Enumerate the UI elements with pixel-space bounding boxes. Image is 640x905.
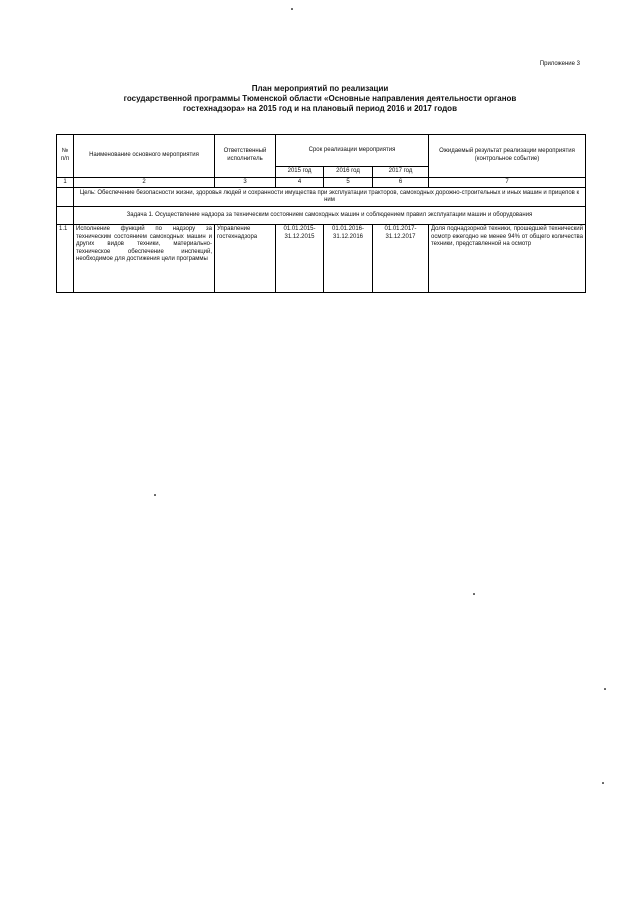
row-responsible: Управление гостехнадзора — [215, 225, 276, 293]
header-period: Срок реализации мероприятия — [276, 135, 429, 167]
col-number: 3 — [215, 177, 276, 188]
goal-row: Цель: Обеспечение безопасности жизни, здоровья людей и сохранности имущества при эксплуатации тракторов, самоходных дорожно-строительных и иных машин и прицепов к ним — [74, 188, 586, 207]
row-name: Исполнение функций по надзору за техническим состоянием самоходных машин и других видов техники, материально-техническое обеспечение инспекций, необходимое для достижения цели программы — [74, 225, 215, 293]
header-2015: 2015 год — [276, 167, 324, 178]
row-result: Доля поднадзорной техники, прошедшей технический осмотр ежегодно не менее 94% от общего количества техники, представленной на осмотр — [429, 225, 586, 293]
header-result: Ожидаемый результат реализации мероприятия (контрольное событие) — [429, 135, 586, 178]
header-2017: 2017 год — [373, 167, 429, 178]
header-name: Наименование основного мероприятия — [74, 135, 215, 178]
col-number: 4 — [276, 177, 324, 188]
row-period-2015: 01.01.2015-31.12.2015 — [276, 225, 324, 293]
col-number: 2 — [74, 177, 215, 188]
task-row: Задача 1. Осуществление надзора за техническим состоянием самоходных машин и соблюдением правил эксплуатации машин и оборудования — [74, 207, 586, 225]
appendix-label: Приложение 3 — [539, 61, 580, 67]
row-period-2017: 01.01.2017-31.12.2017 — [373, 225, 429, 293]
title-line-2: государственной программы Тюменской области «Основные направления деятельности органов — [123, 94, 517, 103]
table-row — [57, 225, 586, 293]
document-title — [60, 84, 580, 114]
scan-speck — [602, 782, 604, 784]
col-number: 6 — [373, 177, 429, 188]
scan-speck — [154, 494, 156, 496]
scan-speck — [604, 688, 606, 690]
plan-table — [56, 134, 586, 293]
row-num: 1.1 — [57, 225, 74, 293]
header-responsible: Ответственный исполнитель — [215, 135, 276, 178]
col-number: 7 — [429, 177, 586, 188]
row-period-2016: 01.01.2016-31.12.2016 — [324, 225, 373, 293]
task-spacer — [57, 207, 74, 225]
col-number: 1 — [57, 177, 74, 188]
title-line-1: План мероприятий по реализации — [251, 84, 389, 93]
col-number: 5 — [324, 177, 373, 188]
header-2016: 2016 год — [324, 167, 373, 178]
title-line-3: гостехнадзора» на 2015 год и на плановый период 2016 и 2017 годов — [183, 104, 457, 113]
goal-spacer — [57, 188, 74, 207]
header-num: № п/п — [57, 135, 74, 178]
scan-speck — [291, 8, 293, 10]
scan-speck — [473, 593, 475, 595]
